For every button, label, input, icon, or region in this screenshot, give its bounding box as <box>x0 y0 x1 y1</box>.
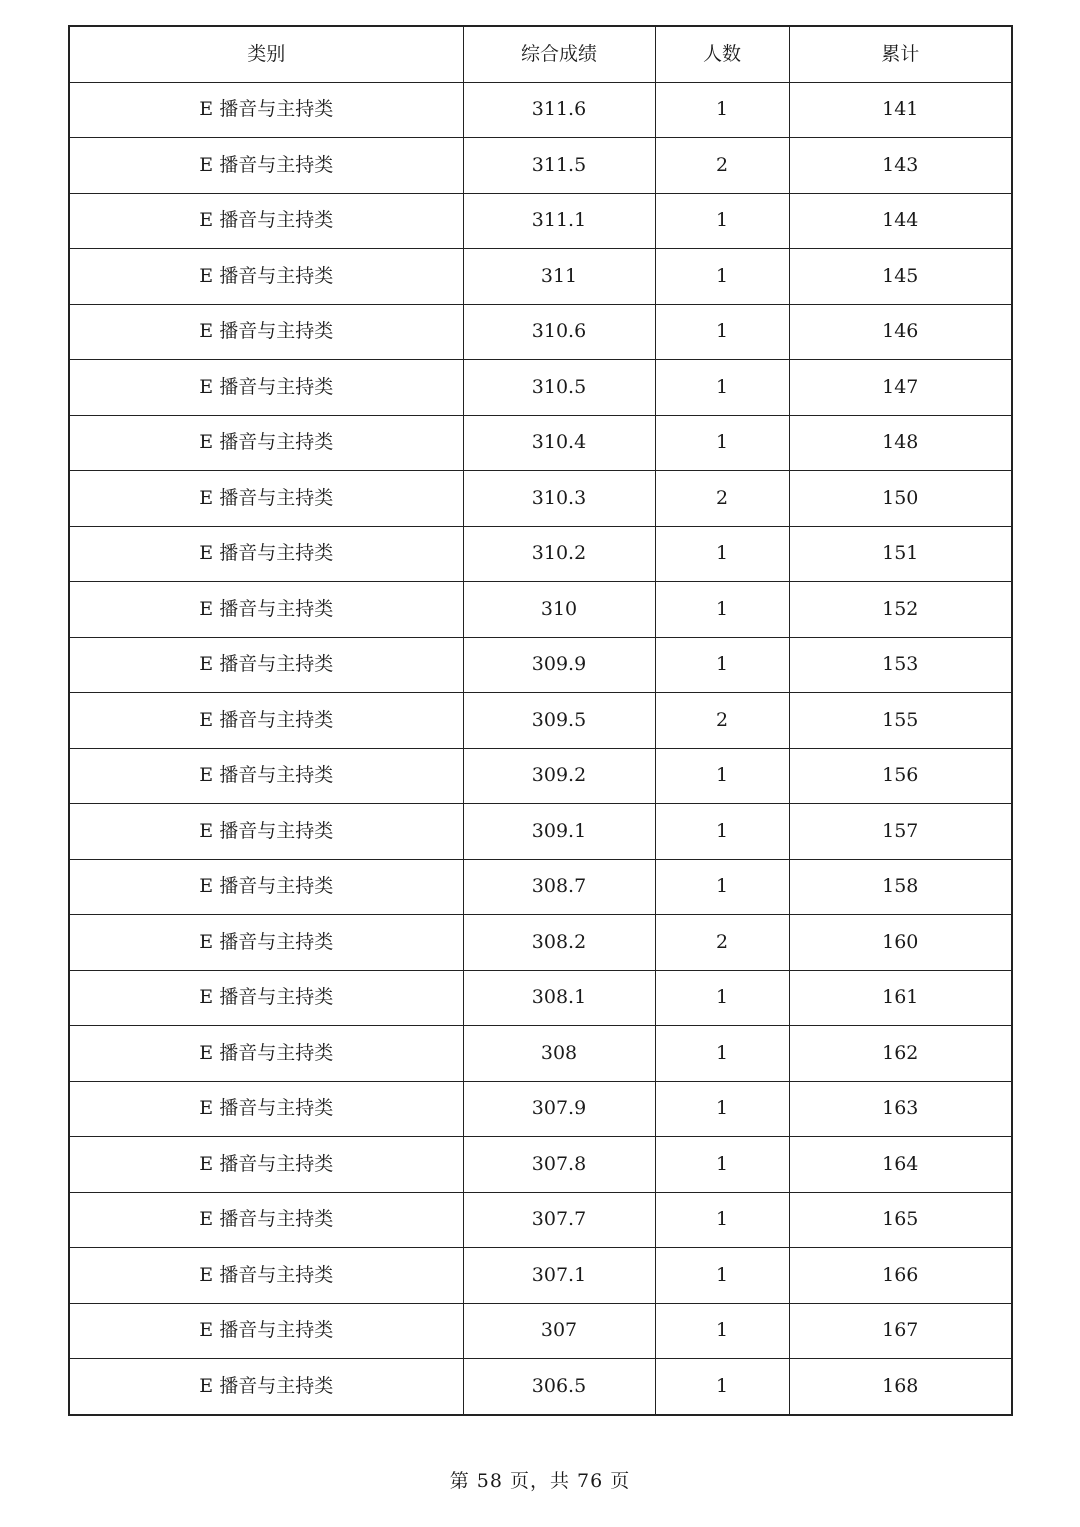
cell-score: 311.1 <box>463 193 655 249</box>
table-row <box>69 193 1012 249</box>
table-row <box>69 1081 1012 1137</box>
cell-count: 2 <box>655 471 789 527</box>
cell-cumulative: 155 <box>789 693 1012 749</box>
cell-score: 306.5 <box>463 1359 655 1415</box>
cell-category: E 播音与主持类 <box>69 304 463 360</box>
cell-score: 307.9 <box>463 1081 655 1137</box>
cell-score: 308 <box>463 1026 655 1082</box>
cell-score: 310.5 <box>463 360 655 416</box>
cell-score: 311.5 <box>463 138 655 194</box>
cell-count: 1 <box>655 859 789 915</box>
cell-count: 1 <box>655 1303 789 1359</box>
header-row <box>69 26 1012 82</box>
cell-count: 1 <box>655 970 789 1026</box>
cell-count: 2 <box>655 138 789 194</box>
cell-category: E 播音与主持类 <box>69 360 463 416</box>
cell-score: 308.7 <box>463 859 655 915</box>
cell-count: 1 <box>655 249 789 305</box>
cell-cumulative: 157 <box>789 804 1012 860</box>
cell-category: E 播音与主持类 <box>69 138 463 194</box>
cell-category: E 播音与主持类 <box>69 1081 463 1137</box>
table-row <box>69 1248 1012 1304</box>
cell-category: E 播音与主持类 <box>69 1359 463 1415</box>
cell-count: 1 <box>655 804 789 860</box>
table-row <box>69 748 1012 804</box>
cell-cumulative: 146 <box>789 304 1012 360</box>
cell-count: 1 <box>655 1248 789 1304</box>
cell-count: 1 <box>655 82 789 138</box>
cell-cumulative: 166 <box>789 1248 1012 1304</box>
cell-count: 1 <box>655 526 789 582</box>
cell-score: 307 <box>463 1303 655 1359</box>
cell-count: 1 <box>655 415 789 471</box>
cell-category: E 播音与主持类 <box>69 526 463 582</box>
table-row <box>69 138 1012 194</box>
header-count: 人数 <box>655 26 789 82</box>
cell-category: E 播音与主持类 <box>69 471 463 527</box>
cell-category: E 播音与主持类 <box>69 693 463 749</box>
cell-category: E 播音与主持类 <box>69 1248 463 1304</box>
cell-cumulative: 148 <box>789 415 1012 471</box>
cell-cumulative: 147 <box>789 360 1012 416</box>
cell-cumulative: 168 <box>789 1359 1012 1415</box>
table-header <box>69 26 1012 82</box>
cell-score: 307.7 <box>463 1192 655 1248</box>
cell-cumulative: 141 <box>789 82 1012 138</box>
cell-count: 2 <box>655 693 789 749</box>
table-row <box>69 859 1012 915</box>
table-row <box>69 471 1012 527</box>
cell-score: 310 <box>463 582 655 638</box>
cell-count: 1 <box>655 748 789 804</box>
cell-category: E 播音与主持类 <box>69 82 463 138</box>
cell-count: 1 <box>655 637 789 693</box>
cell-score: 309.5 <box>463 693 655 749</box>
cell-score: 308.2 <box>463 915 655 971</box>
cell-category: E 播音与主持类 <box>69 970 463 1026</box>
cell-category: E 播音与主持类 <box>69 1137 463 1193</box>
cell-cumulative: 163 <box>789 1081 1012 1137</box>
score-table <box>68 25 1013 1416</box>
cell-score: 309.1 <box>463 804 655 860</box>
table-row <box>69 637 1012 693</box>
cell-score: 309.9 <box>463 637 655 693</box>
cell-count: 2 <box>655 915 789 971</box>
cell-category: E 播音与主持类 <box>69 637 463 693</box>
cell-cumulative: 151 <box>789 526 1012 582</box>
table-row <box>69 804 1012 860</box>
cell-cumulative: 162 <box>789 1026 1012 1082</box>
header-score: 综合成绩 <box>463 26 655 82</box>
cell-cumulative: 164 <box>789 1137 1012 1193</box>
cell-count: 1 <box>655 1359 789 1415</box>
table-row <box>69 360 1012 416</box>
table-row <box>69 1026 1012 1082</box>
cell-count: 1 <box>655 193 789 249</box>
cell-score: 307.1 <box>463 1248 655 1304</box>
table-row <box>69 526 1012 582</box>
cell-category: E 播音与主持类 <box>69 1303 463 1359</box>
table-row <box>69 693 1012 749</box>
table-row <box>69 249 1012 305</box>
table-row <box>69 1359 1012 1415</box>
cell-score: 310.3 <box>463 471 655 527</box>
cell-score: 311.6 <box>463 82 655 138</box>
cell-score: 307.8 <box>463 1137 655 1193</box>
cell-category: E 播音与主持类 <box>69 1192 463 1248</box>
cell-count: 1 <box>655 1081 789 1137</box>
cell-score: 308.1 <box>463 970 655 1026</box>
cell-score: 310.2 <box>463 526 655 582</box>
cell-count: 1 <box>655 1137 789 1193</box>
cell-cumulative: 152 <box>789 582 1012 638</box>
cell-cumulative: 156 <box>789 748 1012 804</box>
table-body <box>69 82 1012 1415</box>
cell-category: E 播音与主持类 <box>69 748 463 804</box>
page-number: 第 58 页，共 76 页 <box>449 1470 631 1492</box>
header-cumulative: 累计 <box>789 26 1012 82</box>
table-row <box>69 82 1012 138</box>
header-category: 类别 <box>69 26 463 82</box>
cell-cumulative: 165 <box>789 1192 1012 1248</box>
table-row <box>69 1137 1012 1193</box>
cell-cumulative: 161 <box>789 970 1012 1026</box>
cell-category: E 播音与主持类 <box>69 249 463 305</box>
cell-count: 1 <box>655 304 789 360</box>
cell-category: E 播音与主持类 <box>69 859 463 915</box>
table-row <box>69 1192 1012 1248</box>
cell-cumulative: 160 <box>789 915 1012 971</box>
cell-category: E 播音与主持类 <box>69 193 463 249</box>
cell-cumulative: 143 <box>789 138 1012 194</box>
cell-category: E 播音与主持类 <box>69 582 463 638</box>
cell-cumulative: 158 <box>789 859 1012 915</box>
cell-count: 1 <box>655 1026 789 1082</box>
table-row <box>69 582 1012 638</box>
cell-count: 1 <box>655 1192 789 1248</box>
table-row <box>69 1303 1012 1359</box>
cell-category: E 播音与主持类 <box>69 804 463 860</box>
cell-score: 310.6 <box>463 304 655 360</box>
cell-score: 309.2 <box>463 748 655 804</box>
cell-cumulative: 144 <box>789 193 1012 249</box>
cell-count: 1 <box>655 582 789 638</box>
cell-category: E 播音与主持类 <box>69 1026 463 1082</box>
cell-count: 1 <box>655 360 789 416</box>
cell-category: E 播音与主持类 <box>69 415 463 471</box>
cell-cumulative: 153 <box>789 637 1012 693</box>
table-row <box>69 304 1012 360</box>
cell-cumulative: 150 <box>789 471 1012 527</box>
cell-score: 310.4 <box>463 415 655 471</box>
cell-cumulative: 167 <box>789 1303 1012 1359</box>
cell-score: 311 <box>463 249 655 305</box>
cell-cumulative: 145 <box>789 249 1012 305</box>
table-row <box>69 915 1012 971</box>
table-row <box>69 970 1012 1026</box>
cell-category: E 播音与主持类 <box>69 915 463 971</box>
table-row <box>69 415 1012 471</box>
